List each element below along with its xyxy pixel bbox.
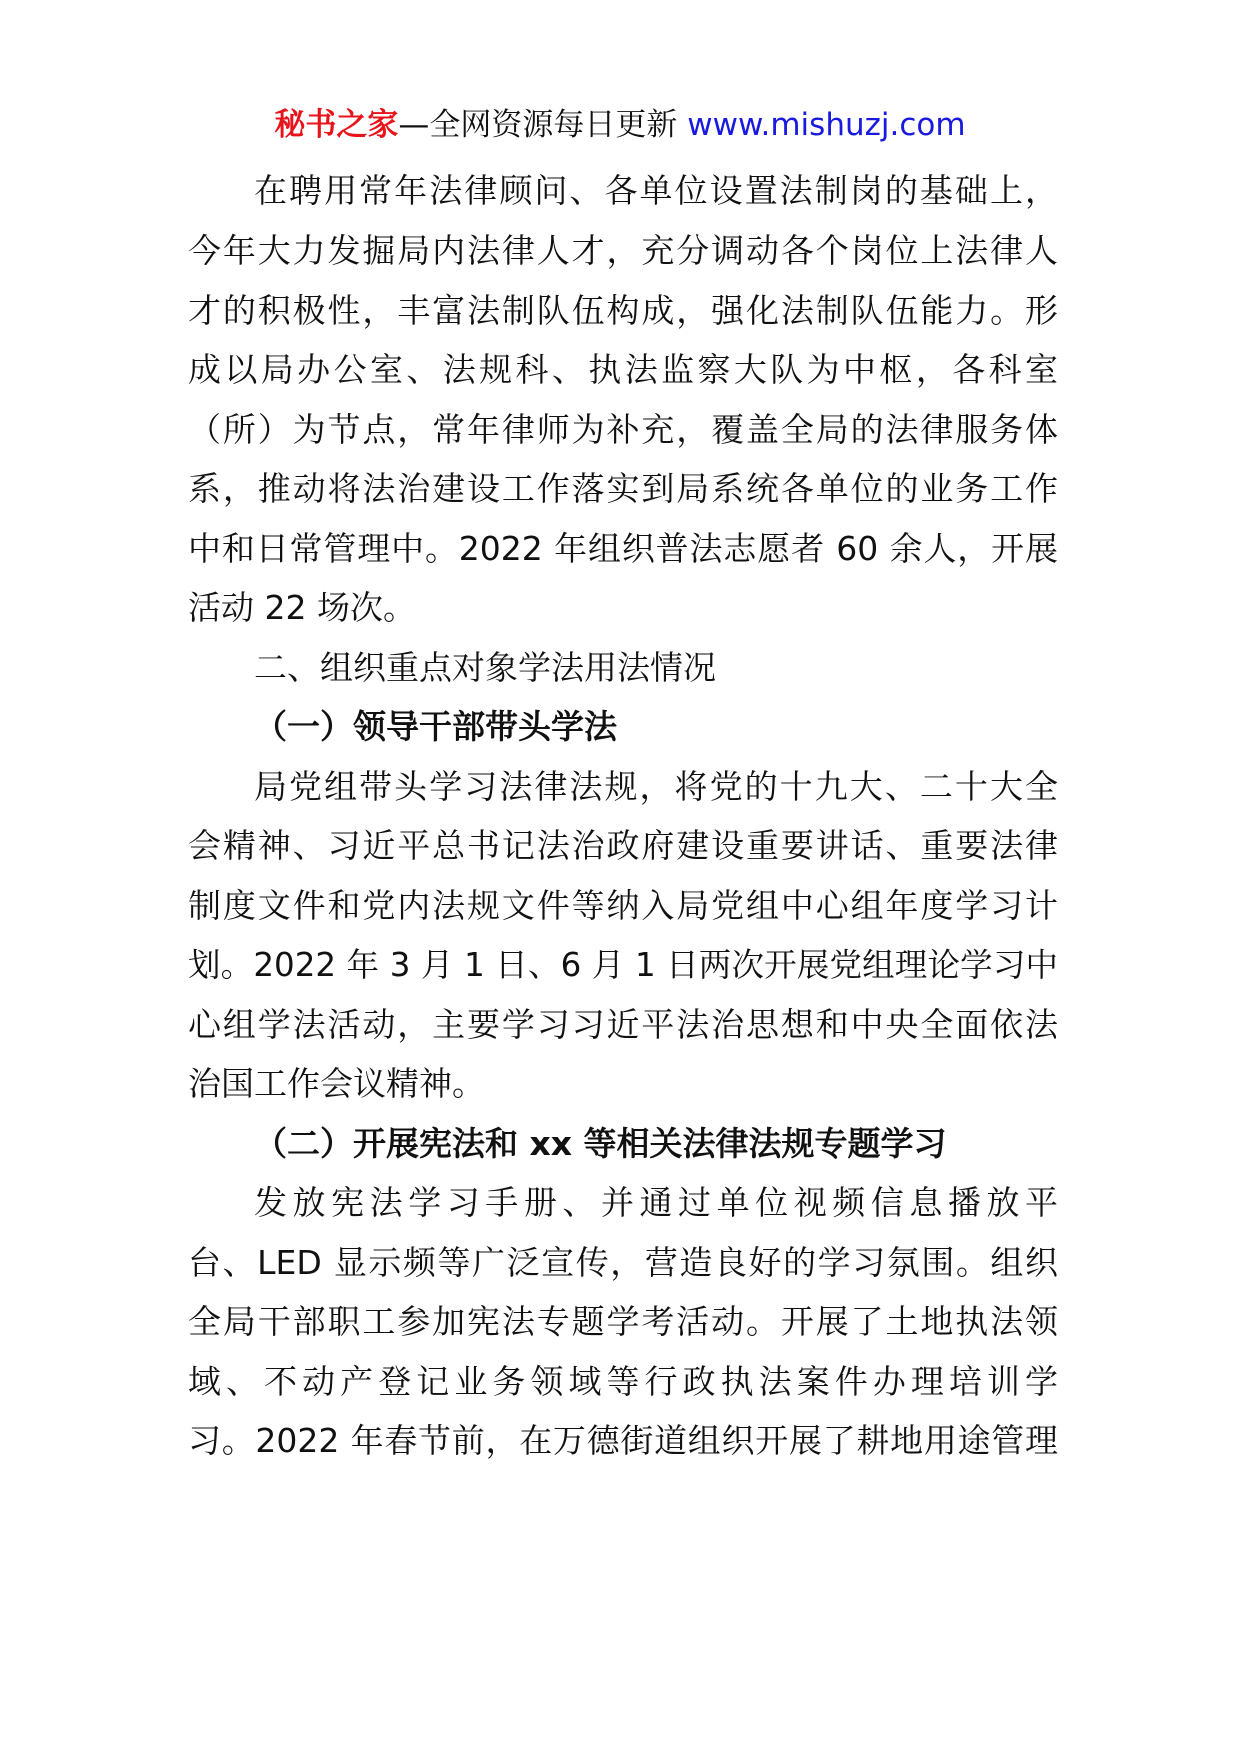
paragraph-line: 中和日常管理中。2022 年组织普法志愿者 60 余人，开展	[188, 529, 1058, 568]
section-heading: 二、组织重点对象学法用法情况	[254, 648, 716, 687]
paragraph-line: 活动 22 场次。	[188, 588, 416, 627]
paragraph-line: （所）为节点，常年律师为补充，覆盖全局的法律服务体	[188, 410, 1058, 449]
paragraph-line: 划。2022 年 3 月 1 日、6 月 1 日两次开展党组理论学习中	[188, 946, 1058, 984]
paragraph-line: 治国工作会议精神。	[188, 1064, 485, 1103]
website-link[interactable]: www.mishuzj.com	[687, 107, 966, 143]
paragraph-line: 习。2022 年春节前，在万德街道组织开展了耕地用途管理	[188, 1421, 1058, 1460]
paragraph-line: 全局干部职工参加宪法专题学考活动。开展了土地执法领	[188, 1302, 1058, 1341]
paragraph-line: 会精神、习近平总书记法治政府建设重要讲话、重要法律	[188, 826, 1058, 865]
paragraph-line: 才的积极性，丰富法制队伍构成，强化法制队伍能力。形	[188, 291, 1058, 330]
paragraph-line: 心组学法活动，主要学习习近平法治思想和中央全面依法	[188, 1005, 1058, 1044]
paragraph-line: 制度文件和党内法规文件等纳入局党组中心组年度学习计	[188, 886, 1058, 925]
paragraph-line: 域、不动产登记业务领域等行政执法案件办理培训学	[188, 1362, 1058, 1401]
subsection-heading-2: （二）开展宪法和 xx 等相关法律法规专题学习	[254, 1124, 947, 1163]
paragraph-line: 局党组带头学习法律法规，将党的十九大、二十大全	[254, 767, 1058, 806]
subsection-heading-1: （一）领导干部带头学法	[254, 707, 617, 746]
watermark-header	[0, 103, 1240, 147]
paragraph-line: 今年大力发掘局内法律人才，充分调动各个岗位上法律人	[188, 231, 1058, 270]
paragraph-line: 成以局办公室、法规科、执法监察大队为中枢，各科室	[188, 350, 1058, 389]
paragraph-line: 系，推动将法治建设工作落实到局系统各单位的业务工作	[188, 469, 1058, 508]
header-tagline: —全网资源每日更新	[398, 107, 688, 143]
brand-name: 秘书之家	[274, 107, 399, 143]
paragraph-line: 台、LED 显示频等广泛宣传，营造良好的学习氛围。组织	[188, 1243, 1058, 1282]
paragraph-line: 发放宪法学习手册、并通过单位视频信息播放平	[254, 1183, 1058, 1222]
paragraph-line: 在聘用常年法律顾问、各单位设置法制岗的基础上，	[254, 171, 1058, 210]
